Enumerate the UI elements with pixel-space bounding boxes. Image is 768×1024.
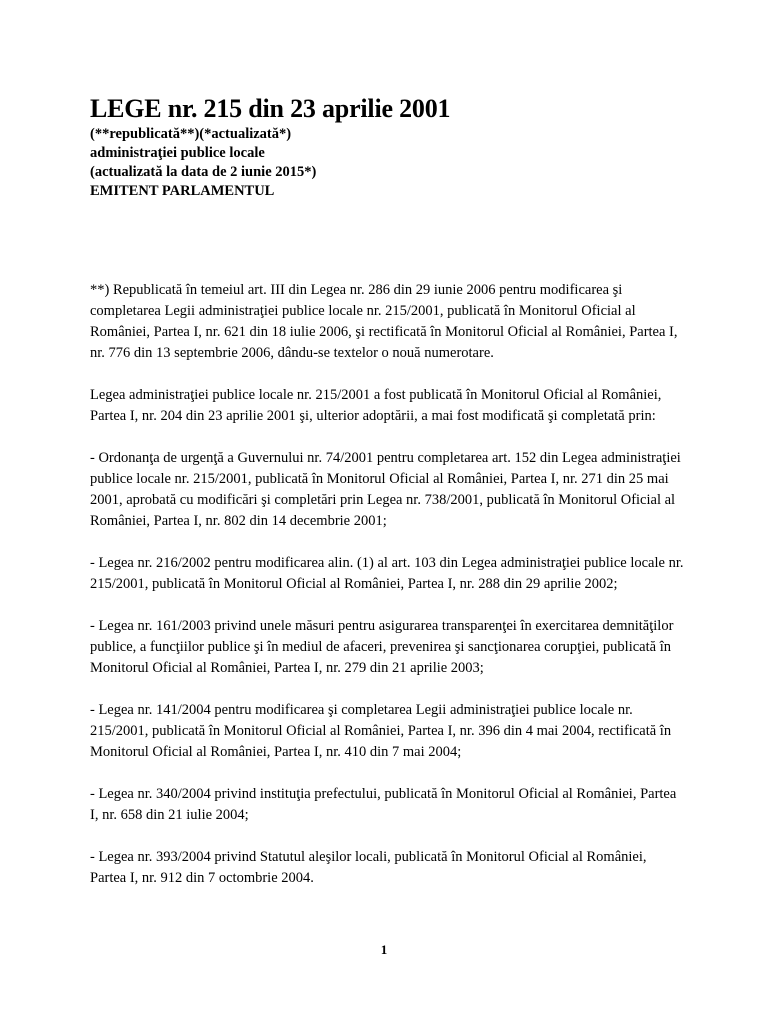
list-item-amendment: - Legea nr. 141/2004 pentru modificarea şi completarea Legii administraţiei publice locale nr. 215/2001, publicată în Monitorul Oficial al României, Partea I, nr. 396 din 4 mai 2004, rectificată în Monitorul Oficial al României, Partea I, nr. 410 din 7 mai 2004; <box>90 702 672 760</box>
list-item-amendment: - Legea nr. 161/2003 privind unele măsuri pentru asigurarea transparenţei în exercitarea demnităţilor publice, a funcţiilor publice şi în mediul de afaceri, prevenirea şi sancţionarea corupţiei, publicată în Monitorul Oficial al României, Partea I, nr. 279 din 21 aprilie 2003; <box>90 618 674 676</box>
list-item-amendment: - Legea nr. 216/2002 pentru modificarea alin. (1) al art. 103 din Legea administraţiei publice locale nr. 215/2001, publicată în Monitorul Oficial al României, Partea I, nr. 288 din 29 aprilie 2002; <box>90 555 684 592</box>
paragraph-republication: **) Republicată în temeiul art. III din Legea nr. 286 din 29 iunie 2006 pentru modificarea şi completarea Legii administraţiei publice locale nr. 215/2001, publicată în Monitorul Oficial al României, Partea I, nr. 621 din 18 iulie 2006, şi rectificată în Monitorul Oficial al României, Partea I, nr. 776 din 13 septembrie 2006, dându-se textelor o nouă numerotare. <box>90 282 678 361</box>
list-item-amendment: - Legea nr. 340/2004 privind instituţia prefectului, publicată în Monitorul Oficial al României, Partea I, nr. 658 din 21 iulie 2004; <box>90 786 677 823</box>
republication-note: (**republicată**)(*actualizată*) <box>90 126 292 142</box>
law-title: LEGE nr. 215 din 23 aprilie 2001 <box>90 94 451 123</box>
document-header <box>90 93 690 201</box>
law-subject: administraţiei publice locale <box>90 145 265 161</box>
document-body <box>90 280 686 910</box>
issuer-line: EMITENT PARLAMENTUL <box>90 183 275 199</box>
list-item-amendment: - Legea nr. 393/2004 privind Statutul aleşilor locali, publicată în Monitorul Oficial al României, Partea I, nr. 912 din 7 octombrie 2004. <box>90 849 647 886</box>
page-number: 1 <box>380 942 388 957</box>
update-date: (actualizată la data de 2 iunie 2015*) <box>90 164 317 180</box>
list-item-amendment: - Ordonanţa de urgenţă a Guvernului nr. 74/2001 pentru completarea art. 152 din Legea administraţiei publice locale nr. 215/2001, publicată în Monitorul Oficial al României, Partea I, nr. 271 din 25 mai 2001, aprobată cu modificări şi completări prin Legea nr. 738/2001, publicată în Monitorul Oficial al României, Partea I, nr. 802 din 14 decembrie 2001; <box>90 450 681 529</box>
paragraph-amendments-intro: Legea administraţiei publice locale nr. 215/2001 a fost publicată în Monitorul Oficial al României, Partea I, nr. 204 din 23 aprilie 2001 şi, ulterior adoptării, a mai fost modificată şi completată prin: <box>90 387 662 424</box>
